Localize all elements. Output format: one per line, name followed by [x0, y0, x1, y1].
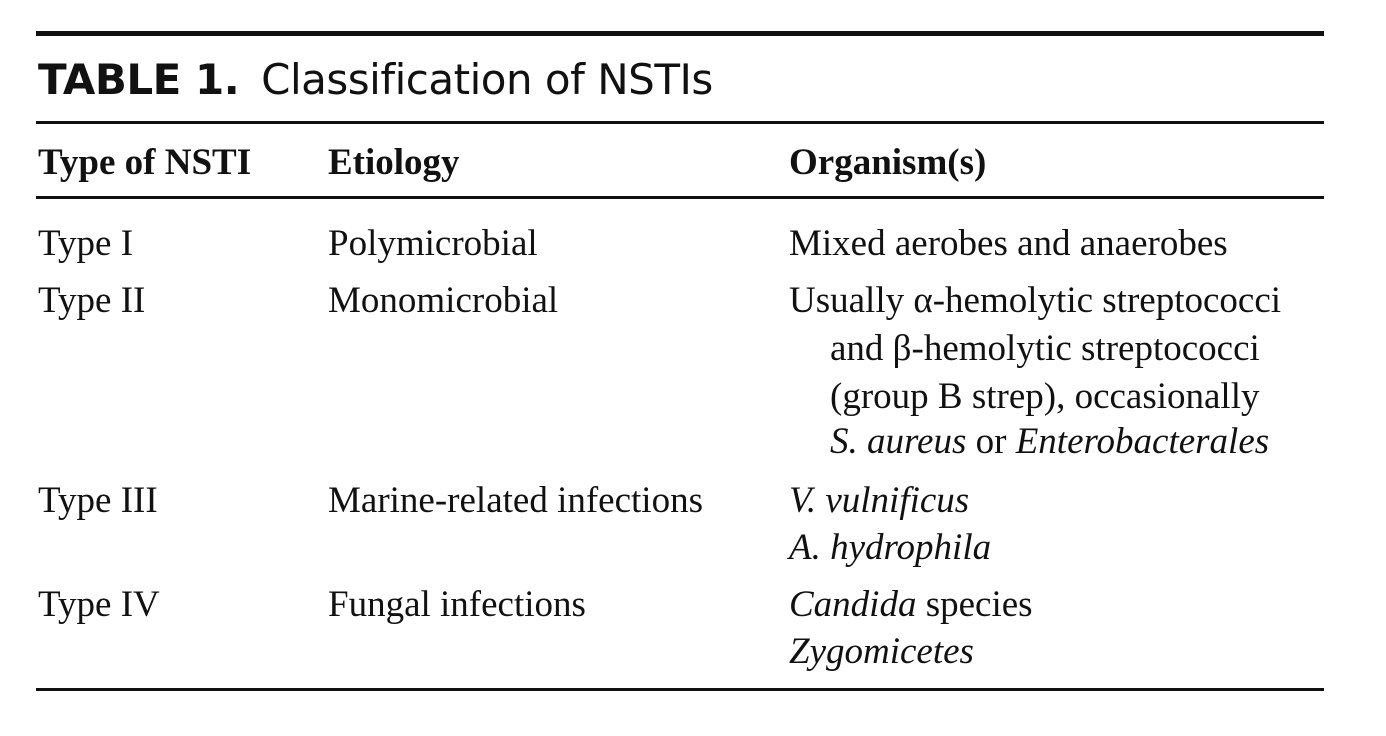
header-organisms: Organism(s)	[789, 142, 987, 183]
header-rule	[36, 196, 1324, 199]
row-4-etiology: Fungal infections	[328, 584, 586, 625]
row-2-type: Type II	[38, 280, 146, 321]
row-1-type: Type I	[38, 223, 134, 264]
row-3-type: Type III	[38, 480, 158, 521]
row-1-organism-line-1: Mixed aerobes and anaerobes	[789, 223, 1228, 264]
header-type: Type of NSTI	[38, 142, 252, 183]
top-rule	[36, 31, 1324, 36]
header-etiology: Etiology	[328, 142, 460, 183]
row-3-etiology: Marine-related infections	[328, 480, 703, 521]
organism-candida: Candida	[789, 584, 917, 625]
row-2-organism-line-4	[830, 418, 1269, 466]
row-4-type: Type IV	[38, 584, 160, 625]
row-2-organism-line-3: (group B strep), occasionally	[830, 376, 1260, 417]
row-2-organism-line-1: Usually α-hemolytic streptococci	[789, 280, 1282, 321]
organism-species-suffix: species	[916, 584, 1033, 625]
table-title: Classification of NSTIs	[261, 55, 713, 104]
table-caption	[38, 52, 713, 108]
row-1-etiology: Polymicrobial	[328, 223, 538, 264]
organism-s-aureus: S. aureus	[830, 421, 967, 462]
bottom-rule	[36, 688, 1324, 691]
row-3-organism-line-1: V. vulnificus	[789, 480, 970, 521]
organism-conjunction: or	[966, 421, 1016, 462]
organism-enterobacterales: Enterobacterales	[1015, 421, 1270, 462]
row-4-organism-line-2: Zygomicetes	[789, 631, 974, 672]
row-4-organism-line-1	[789, 581, 1033, 629]
row-2-etiology: Monomicrobial	[328, 280, 559, 321]
row-2-organism-line-2: and β-hemolytic streptococci	[830, 328, 1260, 369]
table-label: TABLE 1.	[38, 55, 240, 104]
row-3-organism-line-2: A. hydrophila	[789, 527, 992, 568]
caption-rule	[36, 121, 1324, 124]
